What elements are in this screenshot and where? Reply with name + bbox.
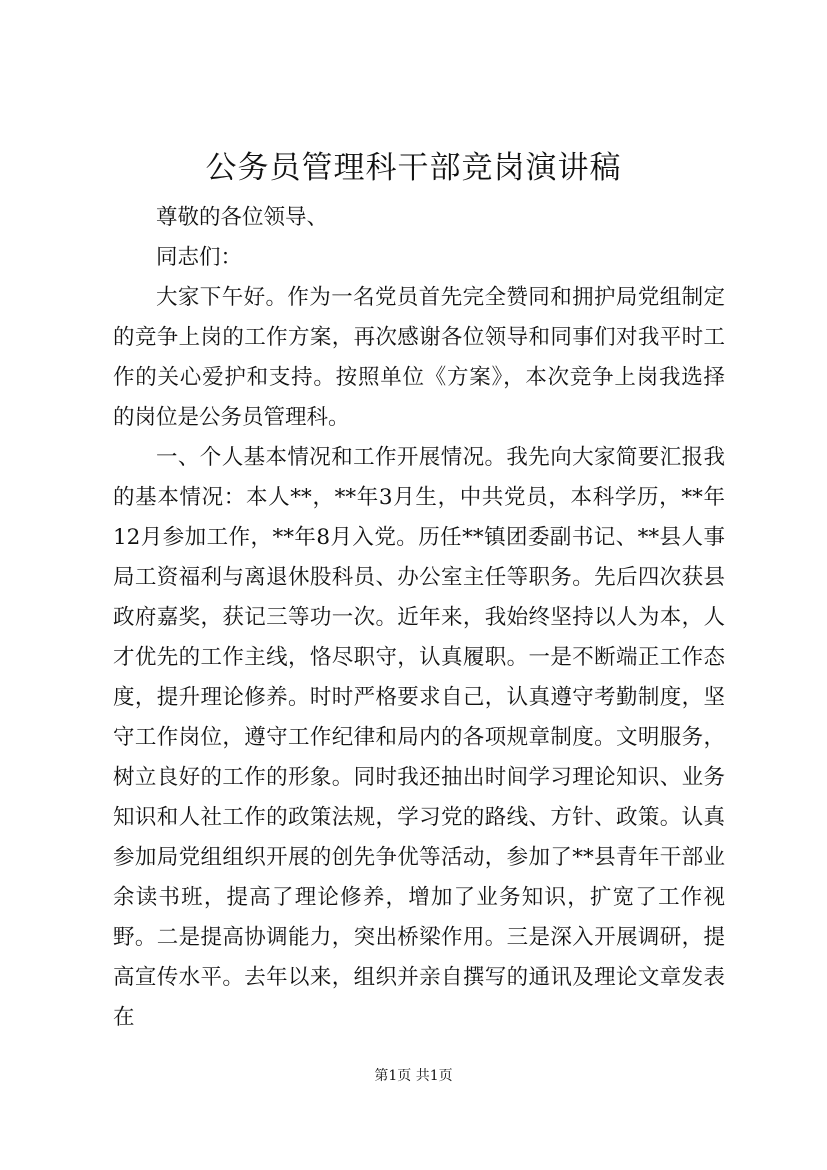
salutation-line-1: 尊敬的各位领导、 <box>156 205 329 230</box>
document-body <box>113 198 725 1038</box>
page-footer: 第1页 共1页 <box>374 1068 453 1084</box>
salutation-line-2: 同志们： <box>156 245 243 270</box>
document-title: 公务员管理科干部竞岗演讲稿 <box>205 150 622 186</box>
paragraph-2: 一、个人基本情况和工作开展情况。我先向大家简要汇报我的基本情况：本人**，**年3月生，中共党员，本科学历，**年12月参加工作，**年8月入党。历任**镇团委副书记、**县人事局工资福利与离退休股科员、办公室主任等职务。先后四次获县政府嘉奖，获记三等功一次。近年来，我始终坚持以人为本，人才优先的工作主线，恪尽职守，认真履职。一是不断端正工作态度，提升理论修养。时时严格要求自己，认真遵守考勤制度，坚守工作岗位，遵守工作纪律和局内的各项规章制度。文明服务，树立良好的工作的形象。同时我还抽出时间学习理论知识、业务知识和人社工作的政策法规，学习党的路线、方针、政策。认真参加局党组组织开展的创先争优等活动，参加了**县青年干部业余读书班，提高了理论修养，增加了业务知识，扩宽了工作视野。二是提高协调能力，突出桥梁作用。三是深入开展调研，提高宣传水平。去年以来，组织并亲自撰写的通讯及理论文章发表在 <box>113 445 725 1030</box>
paragraph-1: 大家下午好。作为一名党员首先完全赞同和拥护局党组制定的竞争上岗的工作方案，再次感谢各位领导和同事们对我平时工作的关心爱护和支持。按照单位《方案》，本次竞争上岗我选择的岗位是公务员管理科。 <box>113 285 725 430</box>
